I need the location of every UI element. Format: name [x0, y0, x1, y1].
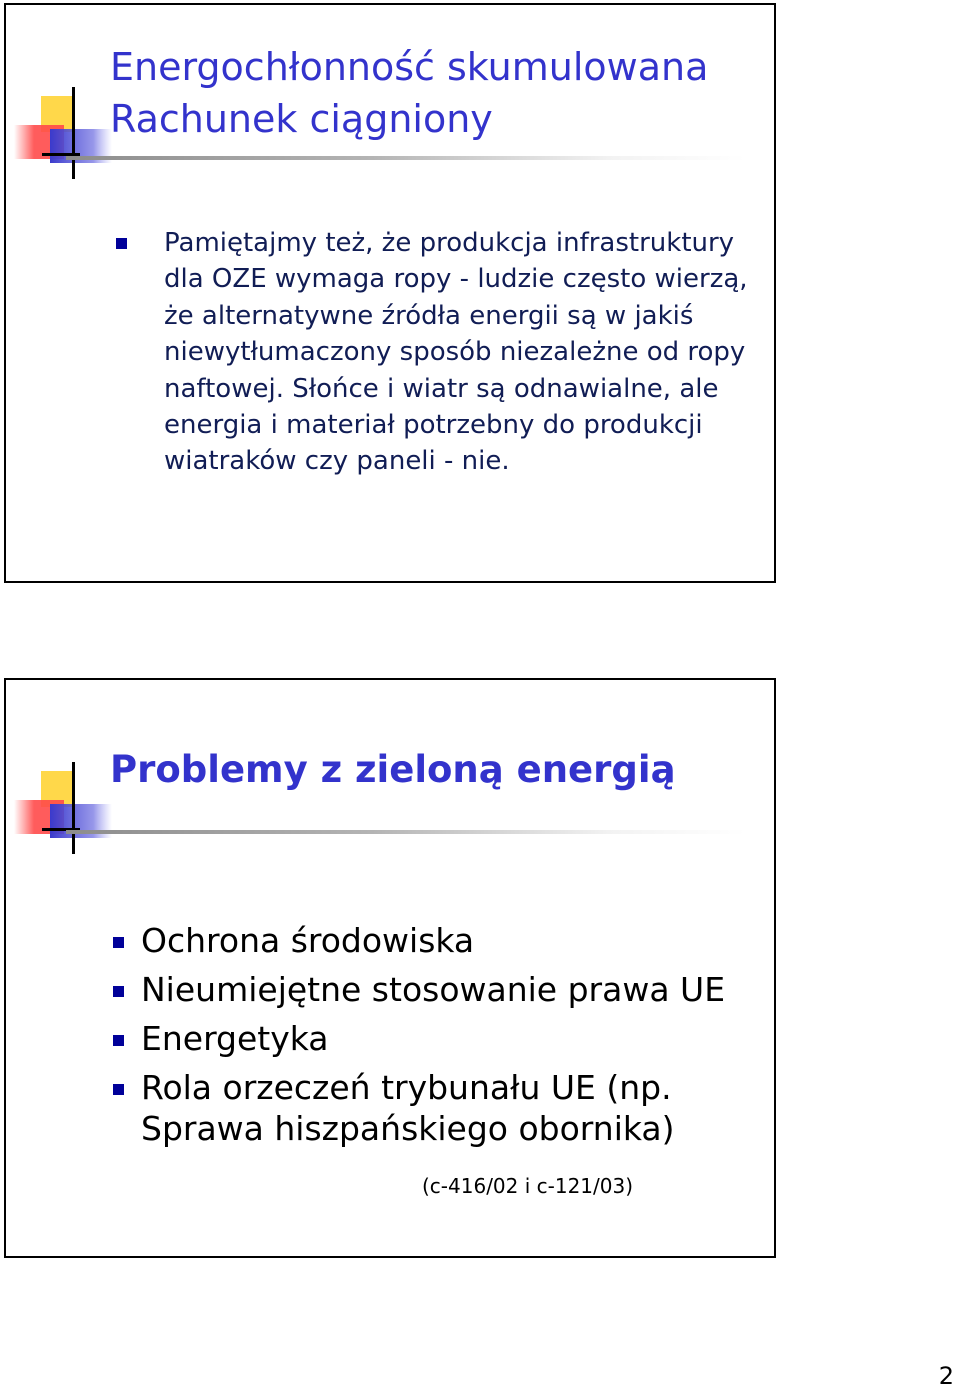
slide-title [110, 41, 708, 145]
bullet-item [141, 969, 761, 1010]
bullet-item [141, 1018, 761, 1059]
square-bullet-icon [113, 986, 124, 997]
bullet-text: Nieumiejętne stosowanie prawa UE [141, 970, 726, 1009]
bullet-list [141, 920, 761, 1157]
bullet-text: Pamiętajmy też, że produkcja infrastruktury dla OZE wymaga ropy - ludzie często wierzą, że alternatywne źródła energii są w jakiś niewytłumaczony sposób niezależne od ropy naftowej. Słońce i wiatr są odnawialne, ale energia i materiał potrzebny do produkcji wiatraków czy paneli - nie. [164, 228, 748, 477]
title-underline [66, 156, 746, 160]
bullet-item [141, 1067, 761, 1149]
square-bullet-icon [113, 1035, 124, 1046]
bullet-item [141, 920, 761, 961]
slide-energy-accumulated [4, 3, 776, 583]
square-bullet-icon [116, 238, 127, 249]
slide-title: Problemy z zieloną energią [110, 748, 676, 791]
corner-decoration-icon [14, 87, 124, 183]
title-underline [66, 830, 746, 834]
bullet-list [164, 225, 770, 480]
title-line-1: Energochłonność skumulowana [110, 45, 709, 89]
bullet-item [164, 225, 770, 480]
page-number: 2 [938, 1362, 954, 1390]
bullet-text: Ochrona środowiska [141, 921, 475, 960]
case-reference: (c-416/02 i c-121/03) [422, 1174, 634, 1198]
square-bullet-icon [113, 937, 124, 948]
square-bullet-icon [113, 1084, 124, 1095]
bullet-text: Rola orzeczeń trybunału UE (np. Sprawa hiszpańskiego obornika) [141, 1068, 675, 1148]
title-line-2: Rachunek ciągniony [110, 97, 493, 141]
slide-green-energy-problems [4, 678, 776, 1258]
corner-decoration-icon [14, 762, 124, 858]
bullet-text: Energetyka [141, 1019, 329, 1058]
